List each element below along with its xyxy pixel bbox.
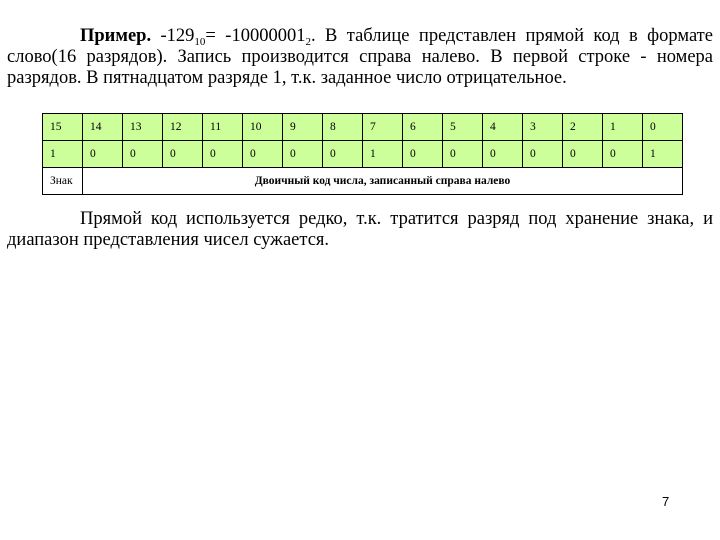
bit-number-cell: 11 xyxy=(203,114,243,141)
sign-label-cell: Знак xyxy=(43,168,83,195)
bit-number-cell: 9 xyxy=(283,114,323,141)
bit-value-cell: 1 xyxy=(643,141,683,168)
conclusion-paragraph: Прямой код используется редко, т.к. тратится разряд под хранение знака, и диапазон представления чисел сужается. xyxy=(7,209,713,250)
slide-number: 7 xyxy=(662,494,670,509)
bit-value-cell: 0 xyxy=(83,141,123,168)
bit-value-cell: 0 xyxy=(243,141,283,168)
bit-value-cell: 0 xyxy=(163,141,203,168)
bit-number-cell: 0 xyxy=(643,114,683,141)
bit-number-cell: 12 xyxy=(163,114,203,141)
bit-number-cell: 2 xyxy=(563,114,603,141)
bit-number-cell: 6 xyxy=(403,114,443,141)
bit-number-row xyxy=(43,114,683,141)
bit-number-cell: 8 xyxy=(323,114,363,141)
bit-number-cell: 14 xyxy=(83,114,123,141)
binary-code-label-cell: Двоичный код числа, записанный справа налево xyxy=(83,168,683,195)
bit-value-cell: 0 xyxy=(563,141,603,168)
bit-number-cell: 13 xyxy=(123,114,163,141)
bit-value-cell: 0 xyxy=(523,141,563,168)
bit-value-cell: 0 xyxy=(483,141,523,168)
bit-number-cell: 15 xyxy=(43,114,83,141)
bit-value-cell: 0 xyxy=(123,141,163,168)
bit-value-cell: 1 xyxy=(363,141,403,168)
bit-value-cell: 0 xyxy=(603,141,643,168)
bit-number-cell: 5 xyxy=(443,114,483,141)
bit-number-cell: 7 xyxy=(363,114,403,141)
bit-value-cell: 0 xyxy=(203,141,243,168)
bit-number-cell: 1 xyxy=(603,114,643,141)
label-row xyxy=(43,168,683,195)
intro-paragraph: Пример. $-129_{10}= -10000001_2$. В таблице представлен прямой код в формате слово(16 разрядов). Запись производится справа налево. В первой строке - номера разрядов. В пятнадцатом разряде 1, т.к. заданное число отрицательное. xyxy=(7,26,713,88)
bit-number-cell: 3 xyxy=(523,114,563,141)
bit-value-row xyxy=(43,141,683,168)
bit-value-cell: 0 xyxy=(443,141,483,168)
bit-value-cell: 0 xyxy=(403,141,443,168)
direct-code-table xyxy=(42,113,683,195)
example-label: Пример. xyxy=(80,26,152,46)
bit-value-cell: 0 xyxy=(323,141,363,168)
bit-number-cell: 10 xyxy=(243,114,283,141)
bit-value-cell: 1 xyxy=(43,141,83,168)
bit-value-cell: 0 xyxy=(283,141,323,168)
bit-number-cell: 4 xyxy=(483,114,523,141)
